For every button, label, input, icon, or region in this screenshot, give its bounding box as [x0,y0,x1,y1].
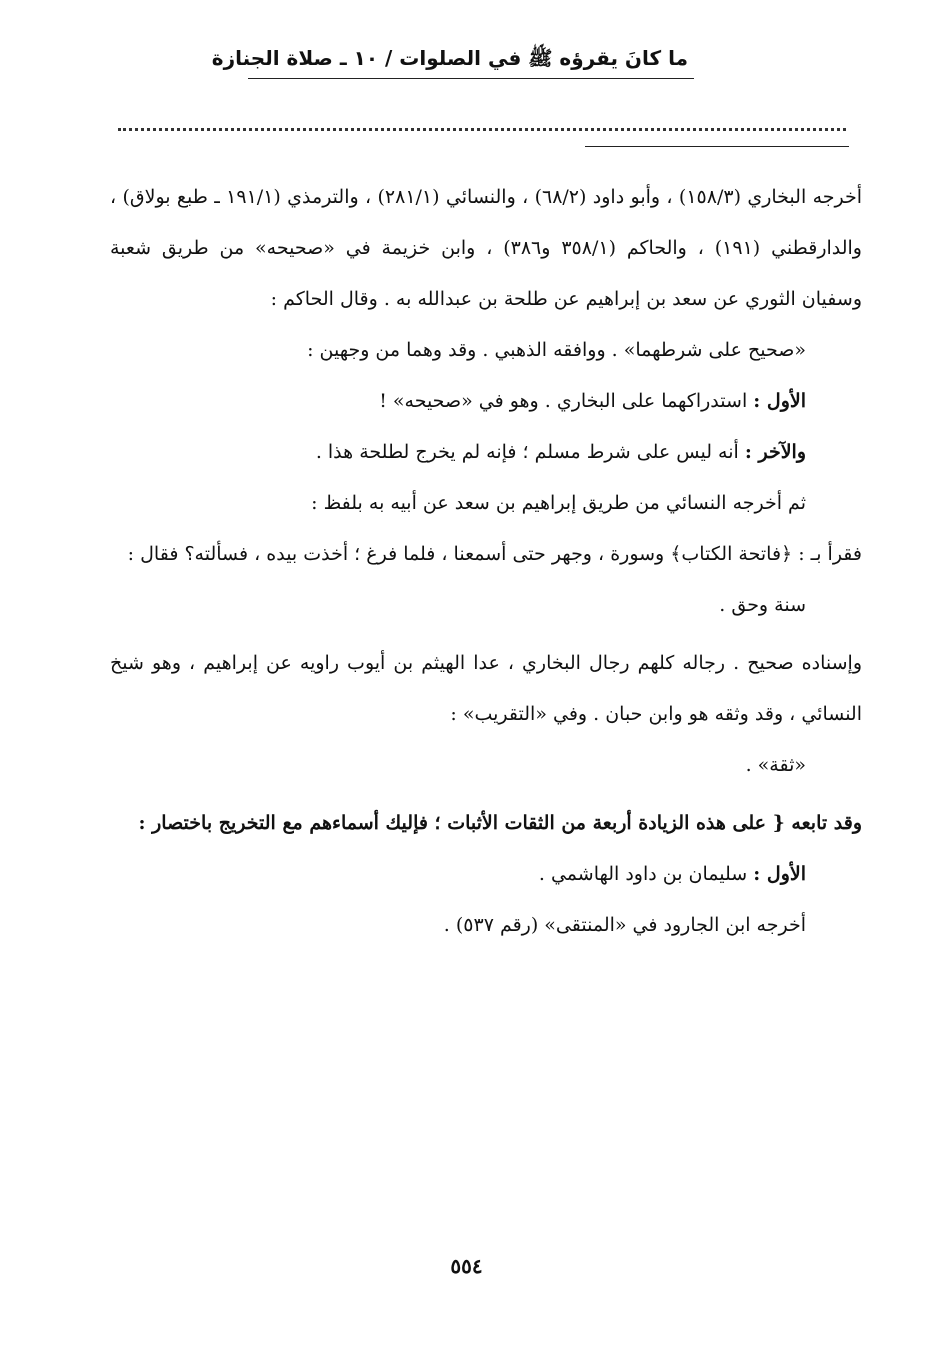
paragraph-nasai: ثم أخرجه النسائي من طريق إبراهيم بن سعد عن أبيه به بلفظ : [311,492,806,514]
paragraph-takhrij: أخرجه البخاري (١٥٨/٣) ، وأبو داود (٦٨/٢) ، والنسائي (٢٨١/١) ، والترمذي (١٩١/١ ـ طبع بولاق) ، والدارقطني (١٩١) ، والحاكم (٣٥٨/١ و٣٨٦) ، وابن خزيمة في «صحيحه» من طريق شعبة وسفيان الثوري عن سعد بن إبراهيم عن طلحة بن عبدالله به . وقال الحاكم : [110,186,863,310]
paragraph-isnad: وإسناده صحيح . رجاله كلهم رجال البخاري ، عدا الهيثم بن أيوب راويه عن إبراهيم ، وهو شيخ النسائي ، وقد وثقه هو وابن حبان . وفي «التقريب» : [110,652,862,725]
paragraph-first-narrator [110,849,862,900]
paragraph-hakim-quote: «صحيح على شرطهما» . ووافقه الذهبي . وقد وهما من وجهين : [307,339,806,361]
paragraph-hadith-text: فقرأ بـ : ﴿فاتحة الكتاب﴾ وسورة ، وجهر حتى أسمعنا ، فلما فرغ ؛ أخذت بيده ، فسألته؟ فقال : [127,543,862,565]
paragraph-first-point [110,376,862,427]
dotted-separator [118,128,846,131]
first-narrator-label: الأول : [753,863,806,885]
first-point-label: الأول : [753,390,806,412]
paragraph-ibn-jarud: أخرجه ابن الجارود في «المنتقى» (رقم ٥٣٧) . [443,914,806,936]
paragraph-sunnah: سنة وحق . [719,594,806,616]
page-number: ٥٥٤ [450,1254,483,1278]
paragraph-second-point [110,427,862,478]
first-point-text: استدراكهما على البخاري . وهو في «صحيحه» ! [379,390,754,412]
footnote-rule [585,146,849,147]
page-body [110,172,862,951]
paragraph-thiqah: «ثقة» . [745,754,806,776]
second-point-text: أنه ليس على شرط مسلم ؛ فإنه لم يخرج لطلحة هذا . [315,441,745,463]
second-point-label: والآخر : [744,441,806,463]
running-header: ما كانَ يقرؤه ﷺ في الصلوات / ١٠ ـ صلاة الجنازة [211,46,688,70]
first-narrator-text: سليمان بن داود الهاشمي . [538,863,754,885]
header-rule [248,78,694,79]
paragraph-mutaba: وقد تابعه { على هذه الزيادة أربعة من الثقات الأثبات ؛ فإليك أسماءهم مع التخريج باختصار : [138,812,862,834]
